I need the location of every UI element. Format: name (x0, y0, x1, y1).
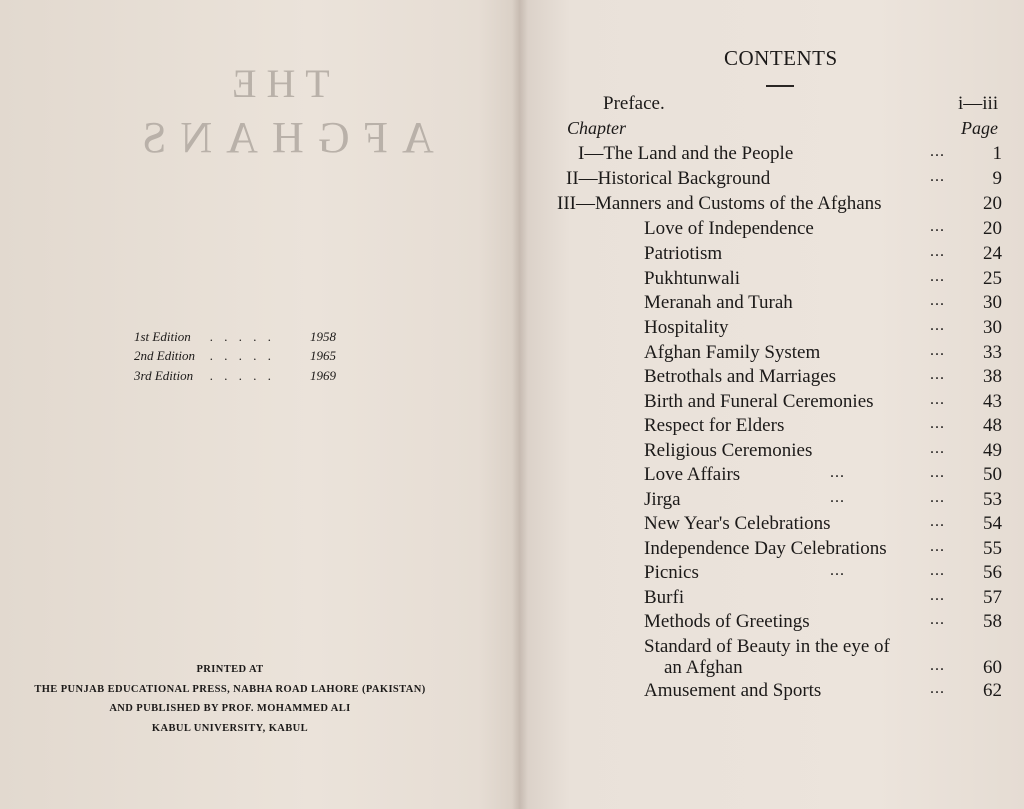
toc-leader: ... (930, 415, 945, 432)
toc-entry-title: an Afghan (664, 657, 743, 678)
toc-page-number: 55 (983, 538, 1002, 559)
toc-leader: ... (930, 342, 945, 359)
toc-entry-title: Birth and Funeral Ceremonies (644, 391, 874, 412)
toc-leader: ... (930, 391, 945, 408)
toc-entry-title: Pukhtunwali (644, 268, 741, 289)
imprint-line: PRINTED AT (196, 664, 264, 675)
toc-leader: ... (930, 440, 945, 457)
toc-leader: ... (930, 268, 945, 285)
toc-entry-title: Respect for Elders (644, 415, 785, 436)
toc-leader: ... (930, 143, 945, 160)
toc-entry (0, 657, 1024, 681)
toc-entry-title: Betrothals and Marriages (644, 366, 837, 387)
toc-page-number: 9 (992, 168, 1002, 189)
toc-entry (0, 464, 1024, 488)
toc-entry (0, 562, 1024, 586)
toc-leader: ... (930, 587, 945, 604)
toc-page-number: 20 (983, 218, 1002, 239)
toc-entry-title: Independence Day Celebrations (644, 538, 887, 559)
toc-entry (0, 440, 1024, 464)
toc-entry (0, 538, 1024, 562)
toc-entry (0, 366, 1024, 390)
toc-entry (0, 143, 1024, 167)
imprint-line: AND PUBLISHED BY PROF. MOHAMMED ALI (109, 703, 351, 714)
toc-leader: ... (930, 168, 945, 185)
edition-label: 1st Edition (134, 328, 191, 344)
toc-entry-title: Meranah and Turah (644, 292, 793, 313)
preface-entry: Preface. (603, 93, 665, 114)
toc-page-number: 20 (983, 193, 1002, 214)
toc-entry (0, 268, 1024, 292)
toc-entry-title: Jirga (644, 489, 681, 510)
edition-leader: . . . . . (210, 348, 276, 364)
edition-leader: . . . . . (210, 328, 276, 344)
toc-entry-title: III—Manners and Customs of the Afghans (557, 193, 882, 214)
toc-leader: ... (930, 317, 945, 334)
toc-page-number: 57 (983, 587, 1002, 608)
toc-page-number: 49 (983, 440, 1002, 461)
toc-leader: ... (930, 513, 945, 530)
toc-page-number: 30 (983, 292, 1002, 313)
show-through-subtitle: AFGHANS (128, 113, 434, 162)
toc-page-number: 60 (983, 657, 1002, 678)
heading-rule (766, 85, 794, 87)
toc-page-number: 33 (983, 342, 1002, 363)
imprint-line: THE PUNJAB EDUCATIONAL PRESS, NABHA ROAD LAHORE (PAKISTAN) (34, 683, 426, 695)
toc-page-number: 24 (983, 243, 1002, 264)
toc-entry (0, 243, 1024, 267)
toc-entry (0, 168, 1024, 192)
toc-entry-title: Amusement and Sports (644, 680, 822, 701)
edition-label: 2nd Edition (134, 348, 196, 364)
toc-leader: ... (930, 243, 945, 260)
toc-entry-title: New Year's Celebrations (644, 513, 831, 534)
edition-label: 3rd Edition (134, 367, 194, 383)
toc-entry-title: Religious Ceremonies (644, 440, 813, 461)
chapter-column-heading: Chapter (567, 118, 627, 138)
toc-entry (0, 317, 1024, 341)
toc-entry (0, 292, 1024, 316)
toc-entry (0, 415, 1024, 439)
toc-page-number: 58 (983, 611, 1002, 632)
toc-page-number: 1 (992, 143, 1002, 164)
edition-year: 1958 (310, 328, 336, 344)
toc-page-number: 54 (983, 513, 1002, 534)
toc-leader: ... (930, 218, 945, 235)
toc-mid-leader: ... (830, 464, 845, 481)
toc-entry-title: Burfi (644, 587, 685, 608)
toc-entry (0, 218, 1024, 242)
toc-mid-leader: ... (830, 562, 845, 579)
toc-page-number: 53 (983, 489, 1002, 510)
toc-page-number: 43 (983, 391, 1002, 412)
toc-leader: ... (930, 292, 945, 309)
toc-entry-title: Patriotism (644, 243, 723, 264)
toc-entry-title: I—The Land and the People (578, 143, 794, 164)
toc-entry (0, 513, 1024, 537)
page-column-heading: Page (961, 118, 998, 138)
toc-entry (0, 489, 1024, 513)
toc-page-number: 56 (983, 562, 1002, 583)
toc-entry-title: Hospitality (644, 317, 729, 338)
toc-page-number: 48 (983, 415, 1002, 436)
toc-entry (0, 680, 1024, 704)
preface-pages: i—iii (958, 93, 999, 114)
imprint-line: KABUL UNIVERSITY, KABUL (151, 722, 309, 734)
edition-leader: . . . . . (210, 367, 276, 383)
toc-leader: ... (930, 366, 945, 383)
toc-entry-title: Standard of Beauty in the eye of (644, 636, 890, 657)
edition-year: 1969 (310, 367, 336, 383)
toc-leader: ... (930, 657, 945, 674)
toc-entry (0, 391, 1024, 415)
toc-page-number: 25 (983, 268, 1002, 289)
toc-entry-title: Afghan Family System (644, 342, 821, 363)
toc-page-number: 50 (983, 464, 1002, 485)
toc-mid-leader: ... (830, 489, 845, 506)
toc-page-number: 30 (983, 317, 1002, 338)
contents-heading: CONTENTS (724, 46, 838, 70)
toc-entry (0, 611, 1024, 635)
toc-leader: ... (930, 611, 945, 628)
toc-page-number: 62 (983, 680, 1002, 701)
toc-entry-title: Methods of Greetings (644, 611, 810, 632)
toc-leader: ... (930, 562, 945, 579)
toc-leader: ... (930, 680, 945, 697)
toc-leader: ... (930, 538, 945, 555)
toc-page-number: 38 (983, 366, 1002, 387)
show-through-title: THE (222, 61, 330, 106)
toc-leader: ... (930, 464, 945, 481)
toc-entry (0, 342, 1024, 366)
toc-entry-title: Love Affairs (644, 464, 741, 485)
toc-entry-title: II—Historical Background (566, 168, 771, 189)
edition-year: 1965 (310, 348, 336, 364)
toc-entry-title: Love of Independence (644, 218, 814, 239)
toc-entry (0, 193, 1024, 217)
toc-entry-title: Picnics (644, 562, 699, 583)
toc-leader: ... (930, 489, 945, 506)
toc-entry (0, 587, 1024, 611)
